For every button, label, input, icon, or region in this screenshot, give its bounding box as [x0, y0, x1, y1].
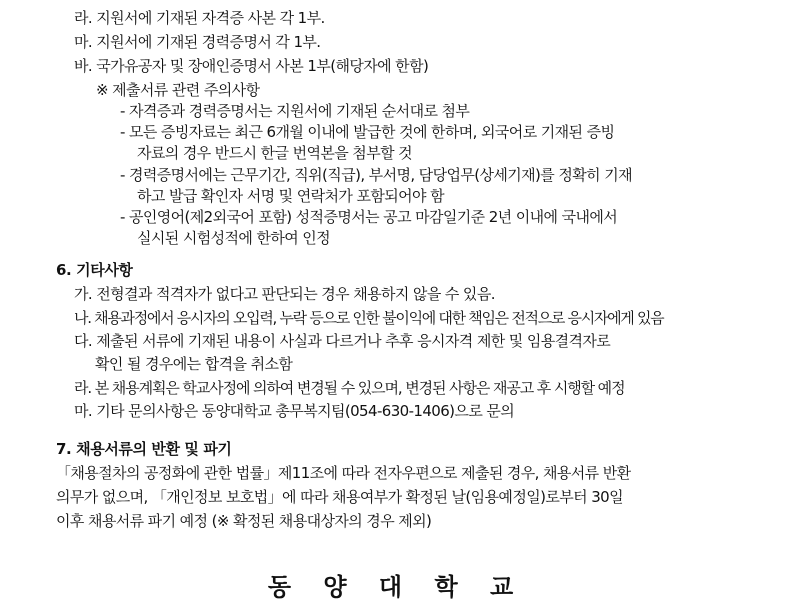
section5-item-ra: 라. 지원서에 기재된 자격증 사본 각 1부. — [74, 9, 325, 27]
organization-name: 동 양 대 학 교 — [267, 573, 526, 601]
notes-line: - 경력증명서에는 근무기간, 직위(직급), 부서명, 담당업무(상세기재)를 정확히 기재 — [120, 166, 632, 184]
section7-paragraph-line: 「채용절차의 공정화에 관한 법률」제11조에 따라 전자우편으로 제출된 경우, 채용서류 반환 — [56, 464, 631, 482]
notes-line: - 모든 증빙자료는 최근 6개월 이내에 발급한 것에 한하며, 외국어로 기재된 증빙 — [120, 123, 615, 141]
section7-paragraph-line: 의무가 없으며, 「개인정보 보호법」에 따라 채용여부가 확정된 날(임용예정일)로부터 30일 — [56, 488, 623, 506]
notes-line: - 공인영어(제2외국어 포함) 성적증명서는 공고 마감일기준 2년 이내에 국내에서 — [120, 208, 618, 226]
section5-item-ma: 마. 지원서에 기재된 경력증명서 각 1부. — [74, 33, 321, 51]
section7-paragraph-line: 이후 채용서류 파기 예정 (※ 확정된 채용대상자의 경우 제외) — [56, 512, 432, 530]
section6-title: 6. 기타사항 — [56, 261, 133, 279]
section6-item: 나. 채용과정에서 응시자의 오입력, 누락 등으로 인한 불이익에 대한 책임은 전적으로 응시자에게 있음 — [74, 309, 664, 327]
section6-item: 마. 기타 문의사항은 동양대학교 총무복지팀(054-630-1406)으로 문의 — [74, 402, 515, 420]
section5-item-ba: 바. 국가유공자 및 장애인증명서 사본 1부(해당자에 한함) — [74, 57, 429, 75]
notes-line-cont: 하고 발급 확인자 서명 및 연락처가 포함되어야 함 — [137, 187, 444, 205]
section6-item-cont: 확인 될 경우에는 합격을 취소함 — [95, 355, 293, 373]
section6-item: 가. 전형결과 적격자가 없다고 판단되는 경우 채용하지 않을 수 있음. — [74, 285, 495, 303]
notes-line-cont: 실시된 시험성적에 한하여 인정 — [137, 229, 331, 247]
section6-item: 라. 본 채용계획은 학교사정에 의하여 변경될 수 있으며, 변경된 사항은 재공고 후 시행할 예정 — [74, 379, 625, 397]
section7-title: 7. 채용서류의 반환 및 파기 — [56, 440, 232, 458]
notes-title: ※ 제출서류 관련 주의사항 — [96, 81, 260, 99]
notes-line-cont: 자료의 경우 반드시 한글 번역본을 첨부할 것 — [137, 144, 413, 162]
section6-item: 다. 제출된 서류에 기재된 내용이 사실과 다르거나 추후 응시자격 제한 및 임용결격자로 — [74, 332, 611, 350]
notes-line: - 자격증과 경력증명서는 지원서에 기재된 순서대로 첨부 — [120, 102, 470, 120]
